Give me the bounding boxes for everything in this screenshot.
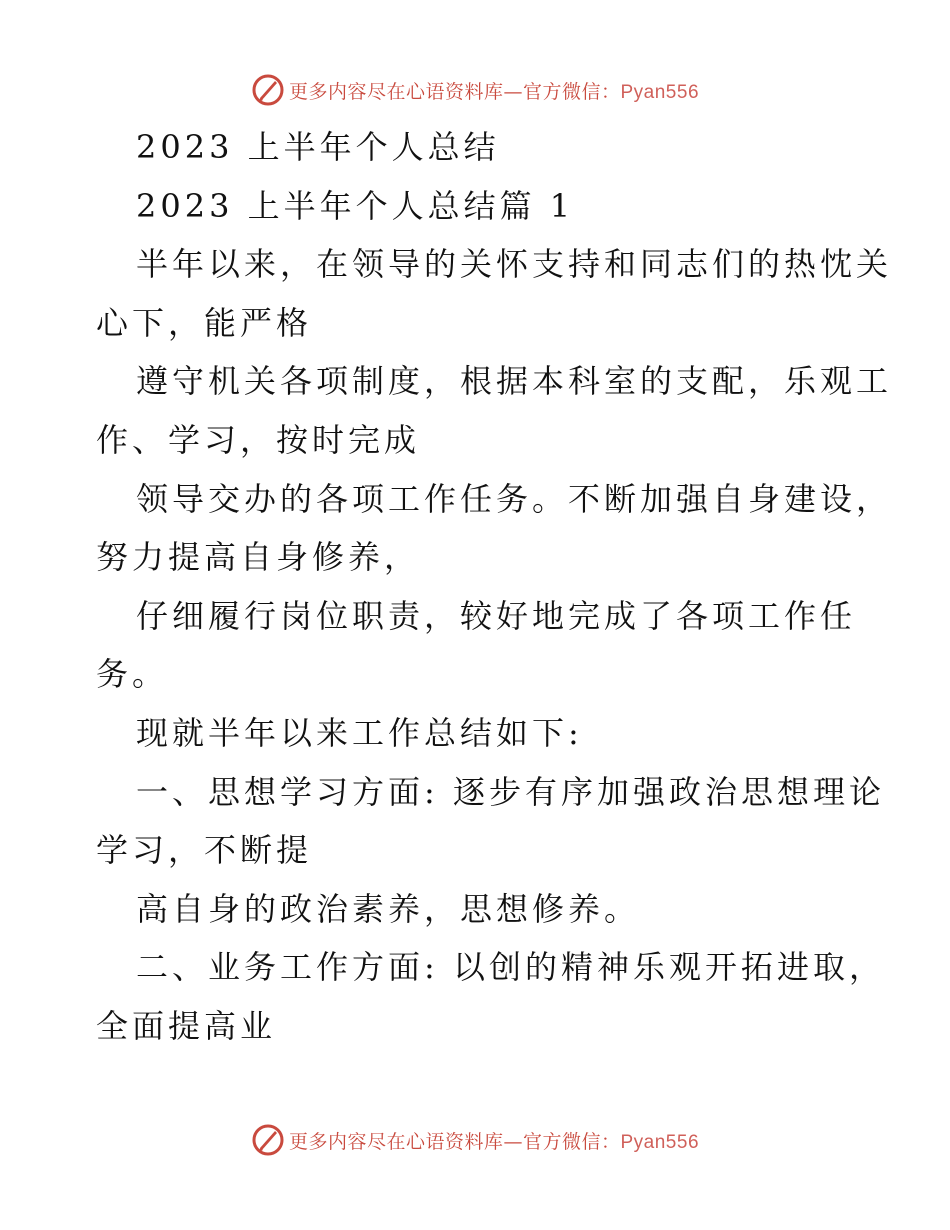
text-line: 高自身的政治素养，思想修养。	[136, 889, 641, 928]
watermark-text: 更多内容尽在心语资料库—官方微信：Pyan556	[288, 1130, 700, 1153]
text-line: 务。	[96, 655, 169, 694]
document-body	[96, 118, 893, 1056]
text-line: 现就半年以来工作总结如下:	[136, 713, 583, 752]
text-line: 半年以来，在领导的关怀支持和同志们的热忱关	[136, 245, 893, 284]
quill-logo-icon	[251, 73, 285, 107]
text-line: 一、思想学习方面: 逐步有序加强政治思想理论	[136, 772, 885, 811]
text-line: 作、学习，按时完成	[96, 420, 421, 459]
text-line: 全面提高业	[96, 1006, 277, 1045]
text-line: 2023 上半年个人总结篇 1	[136, 186, 575, 225]
quill-logo-icon	[251, 1123, 285, 1157]
text-line: 领导交办的各项工作任务。不断加强自身建设，	[136, 479, 893, 518]
watermark-text: 更多内容尽在心语资料库—官方微信：Pyan556	[288, 80, 700, 103]
text-line: 遵守机关各项制度，根据本科室的支配，乐观工	[136, 362, 893, 401]
text-line: 心下，能严格	[96, 303, 313, 342]
text-line: 努力提高自身修养，	[96, 538, 421, 577]
header-watermark	[0, 70, 950, 110]
text-line: 学习，不断提	[96, 831, 313, 870]
text-line: 二、业务工作方面: 以创的精神乐观开拓进取，	[136, 948, 885, 987]
text-line: 2023 上半年个人总结	[136, 128, 500, 166]
text-line: 仔细履行岗位职责，较好地完成了各项工作任	[136, 596, 857, 635]
footer-watermark	[0, 1120, 950, 1160]
